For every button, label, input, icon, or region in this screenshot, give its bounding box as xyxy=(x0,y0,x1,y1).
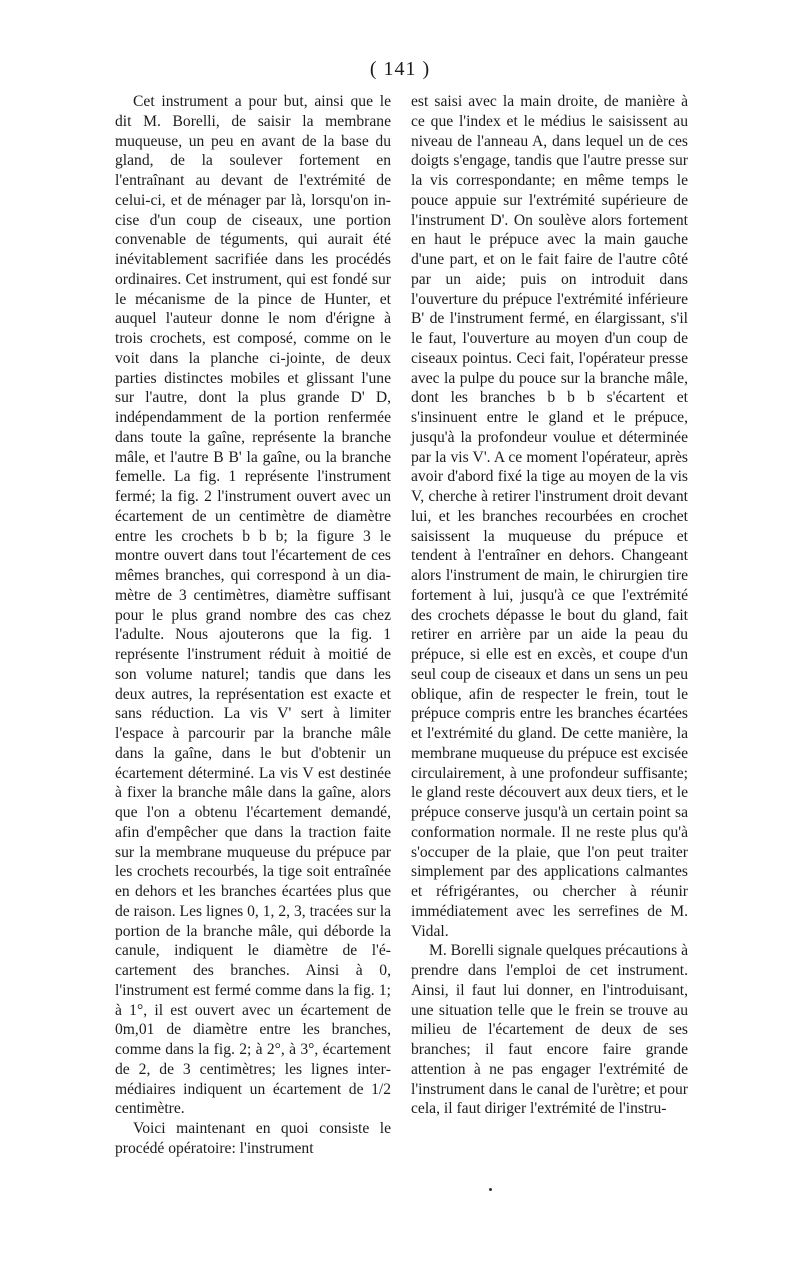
right-column xyxy=(411,92,688,1119)
paragraph: Voici maintenant en quoi consiste le procédé opératoire: l'instrument xyxy=(115,1120,391,1157)
paragraph-continued: est saisi avec la main droite, de manière à ce que l'index et le médius le saisissent au niveau de l'anneau A, dans lequel un de ces doigts s'engage, tandis que l'autre presse sur la vis correspondante; en même temps le pouce appuie sur l'extrémité supérieure de l'instrument D'. On soulève alors fortement en haut le prépuce avec la main gauche d'une part, et on le fait faire de l'autre côté par un aide; puis on introduit dans l'ouverture du prépuce l'extrémité inférieure B' de l'instrument fermé, en élargissant, s'il le faut, l'ouverture au moyen d'un coup de ciseaux pointus. Ceci fait, l'opérateur presse avec la pulpe du pouce sur la branche mâle, dont les branches b b b s'écartent et s'insinuent entre le gland et le prépuce, jusqu'à la profondeur voulue et déterminée par la vis V'. A ce moment l'opérateur, après avoir d'abord fixé la tige au moyen de la vis V, cherche à retirer l'instrument droit devant lui, et les branches recourbées en crochet saisissent la muqueuse du prépuce et tendent à l'entraîner en dehors. Changeant alors l'instrument de main, le chirurgien tire fortement à lui, jusqu'à ce que l'extrémité des crochets dépasse le bout du gland, fait retirer en arrière par un aide la peau du prépuce, si elle est en excès, et coupe d'un seul coup de ciseaux et dans un sens un peu oblique, afin de respecter le frein, tout le prépuce compris entre les branches écartées et l'extrémité du gland. De cette manière, la membrane muqueuse du prépuce est excisée circulairement, à une profondeur suffisante; le gland reste découvert aux deux tiers, et le prépuce conserve jusqu'à un certain point sa conformation normale. Il ne reste plus qu'à s'occuper de la plaie, que l'on peut traiter simplement par des applications calmantes et réfrigérantes, ou chercher à réunir immédiatement avec les serrefines de M. Vidal. xyxy=(411,93,688,940)
page-number: ( 141 ) xyxy=(369,58,431,80)
paragraph: M. Borelli signale quelques précautions à prendre dans l'emploi de cet instrument. Ainsi, il faut lui donner, en l'introduisant, une situation telle que le frein se trouve au milieu de l'écartement de deux de ses branches; il faut encore faire grande attention à ne pas engager l'extrémité de l'instrument dans le canal de l'urètre; et pour cela, il faut diriger l'extrémité de l'instru- xyxy=(411,942,688,1118)
left-column xyxy=(115,92,391,1159)
paragraph: Cet instrument a pour but, ainsi que le dit M. Borelli, de saisir la membrane muqueuse, un peu en avant de la base du gland, de la soulever fortement en l'entraînant au devant de l'extrémité de celui-ci, et de ménager par là, lorsqu'on incise d'un coup de ciseaux, une portion convenable de téguments, qui aurait été inévitablement sacrifiée dans les procédés ordinaires. Cet instrument, qui est fondé sur le mécanisme de la pince de Hunter, et auquel l'auteur donne le nom d'érigne à trois crochets, est composé, comme on le voit dans la planche ci-jointe, de deux parties distinctes mobiles et glissant l'une sur l'autre, dont la plus grande D' D, indépendamment de la portion renfermée dans toute la gaîne, représente la branche mâle, et l'autre B B' la gaîne, ou la branche femelle. La fig. 1 représente l'instrument fermé; la fig. 2 l'instrument ouvert avec un écartement de un centimètre de diamètre entre les crochets b b b; la figure 3 le montre ouvert dans tout l'écartement de ces mêmes branches, qui correspond à un diamètre de 3 centimètres, diamètre suffisant pour le plus grand nombre des cas chez l'adulte. Nous ajouterons que la fig. 1 représente l'instrument réduit à moitié de son volume naturel; tandis que dans les deux autres, la représentation est exacte et sans réduction. La vis V' sert à limiter l'espace à parcourir par la branche mâle dans la gaîne, dans le but d'obtenir un écartement déterminé. La vis V est destinée à fixer la branche mâle dans la gaîne, alors que l'on a obtenu l'écartement demandé, afin d'empêcher que dans la traction faite sur la membrane muqueuse du prépuce par les crochets recourbés, la tige soit entraînée en dehors et les branches écartées plus que de raison. Les lignes 0, 1, 2, 3, tracées sur la portion de la branche mâle, qui déborde la canule, indiquent le diamètre de l'écartement des branches. Ainsi à 0, l'instrument est fermé comme dans la fig. 1; à 1°, il est ouvert avec un écartement de 0m,01 de diamètre entre les branches, comme dans la fig. 2; à 2°, à 3°, écartement de 2, de 3 centimètres; les lignes intermédiaires indiquent un écartement de 1/2 centimètre. xyxy=(115,93,391,1118)
ink-speck xyxy=(489,1188,492,1191)
